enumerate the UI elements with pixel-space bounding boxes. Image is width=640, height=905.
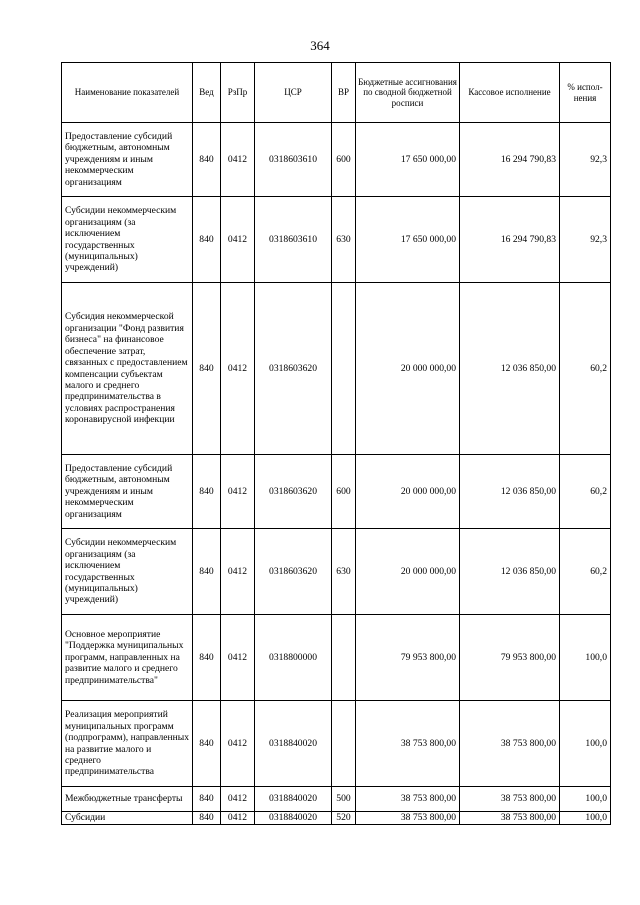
row-budget: 20 000 000,00 [356, 455, 460, 529]
row-ved: 840 [193, 197, 221, 283]
row-ved: 840 [193, 123, 221, 197]
row-budget: 20 000 000,00 [356, 529, 460, 615]
row-budget: 79 953 800,00 [356, 615, 460, 701]
row-ved: 840 [193, 787, 221, 812]
table-row [62, 455, 611, 529]
table-row [62, 701, 611, 787]
row-name: Субсидии [62, 812, 193, 825]
row-percent: 92,3 [560, 197, 611, 283]
table-row [62, 197, 611, 283]
header-ved: Вед [193, 63, 221, 123]
row-percent: 92,3 [560, 123, 611, 197]
row-cash: 16 294 790,83 [460, 123, 560, 197]
header-rzpr: РзПр [221, 63, 255, 123]
header-name: Наименование показателей [62, 63, 193, 123]
row-cash: 38 753 800,00 [460, 812, 560, 825]
row-csr: 0318603620 [255, 283, 332, 455]
row-vr: 520 [332, 812, 356, 825]
table-row [62, 787, 611, 812]
row-cash: 12 036 850,00 [460, 529, 560, 615]
row-vr: 500 [332, 787, 356, 812]
row-vr [332, 615, 356, 701]
header-budget: Бюджетные ассигнования по сводной бюджетной росписи [356, 63, 460, 123]
row-ved: 840 [193, 701, 221, 787]
row-rzpr: 0412 [221, 283, 255, 455]
row-vr: 600 [332, 455, 356, 529]
row-percent: 60,2 [560, 529, 611, 615]
table-row [62, 123, 611, 197]
row-budget: 17 650 000,00 [356, 123, 460, 197]
row-vr: 600 [332, 123, 356, 197]
budget-execution-table [61, 62, 611, 825]
row-vr [332, 701, 356, 787]
row-rzpr: 0412 [221, 455, 255, 529]
row-ved: 840 [193, 812, 221, 825]
row-percent: 100,0 [560, 812, 611, 825]
table-row [62, 529, 611, 615]
row-rzpr: 0412 [221, 787, 255, 812]
row-percent: 100,0 [560, 615, 611, 701]
row-rzpr: 0412 [221, 701, 255, 787]
row-name: Субсидии некоммерческим организациям (за исключением государственных (муниципальных) учреждений) [62, 529, 193, 615]
row-rzpr: 0412 [221, 615, 255, 701]
row-csr: 0318603620 [255, 529, 332, 615]
row-name: Субсидия некоммерческой организации "Фонд развития бизнеса" на финансовое обеспечение затрат, связанных с предоставлением компенсации субъектам малого и среднего предпринимательства в условиях распространения коронавирусной инфекции [62, 283, 193, 455]
page-number: 364 [310, 38, 330, 53]
row-budget: 38 753 800,00 [356, 812, 460, 825]
row-rzpr: 0412 [221, 529, 255, 615]
row-csr: 0318800000 [255, 615, 332, 701]
row-vr [332, 283, 356, 455]
row-budget: 20 000 000,00 [356, 283, 460, 455]
row-percent: 60,2 [560, 455, 611, 529]
table-header-row [62, 63, 611, 123]
row-csr: 0318603610 [255, 197, 332, 283]
row-csr: 0318840020 [255, 787, 332, 812]
row-cash: 12 036 850,00 [460, 455, 560, 529]
row-name: Межбюджетные трансферты [62, 787, 193, 812]
header-vr: ВР [332, 63, 356, 123]
row-budget: 17 650 000,00 [356, 197, 460, 283]
row-budget: 38 753 800,00 [356, 787, 460, 812]
row-budget: 38 753 800,00 [356, 701, 460, 787]
row-percent: 60,2 [560, 283, 611, 455]
row-cash: 79 953 800,00 [460, 615, 560, 701]
row-csr: 0318840020 [255, 812, 332, 825]
row-percent: 100,0 [560, 787, 611, 812]
row-ved: 840 [193, 615, 221, 701]
header-cash: Кассовое исполнение [460, 63, 560, 123]
row-name: Предоставление субсидий бюджетным, автономным учреждениям и иным некоммерческим организациям [62, 455, 193, 529]
row-csr: 0318840020 [255, 701, 332, 787]
row-name: Реализация мероприятий муниципальных программ (подпрограмм), направленных на развитие малого и среднего предпринимательства [62, 701, 193, 787]
row-name: Субсидии некоммерческим организациям (за исключением государственных (муниципальных) учреждений) [62, 197, 193, 283]
row-ved: 840 [193, 529, 221, 615]
row-rzpr: 0412 [221, 123, 255, 197]
row-cash: 12 036 850,00 [460, 283, 560, 455]
row-csr: 0318603610 [255, 123, 332, 197]
header-csr: ЦСР [255, 63, 332, 123]
row-csr: 0318603620 [255, 455, 332, 529]
row-name: Предоставление субсидий бюджетным, автономным учреждениям и иным некоммерческим организациям [62, 123, 193, 197]
row-vr: 630 [332, 197, 356, 283]
row-rzpr: 0412 [221, 197, 255, 283]
row-name: Основное мероприятие "Поддержка муниципальных программ, направленных на развитие малого и среднего предпринимательства" [62, 615, 193, 701]
row-vr: 630 [332, 529, 356, 615]
table-row [62, 615, 611, 701]
row-rzpr: 0412 [221, 812, 255, 825]
header-percent: % испол-нения [560, 63, 611, 123]
row-cash: 38 753 800,00 [460, 701, 560, 787]
row-cash: 16 294 790,83 [460, 197, 560, 283]
row-ved: 840 [193, 283, 221, 455]
table-row [62, 812, 611, 825]
row-ved: 840 [193, 455, 221, 529]
table-row [62, 283, 611, 455]
row-cash: 38 753 800,00 [460, 787, 560, 812]
row-percent: 100,0 [560, 701, 611, 787]
